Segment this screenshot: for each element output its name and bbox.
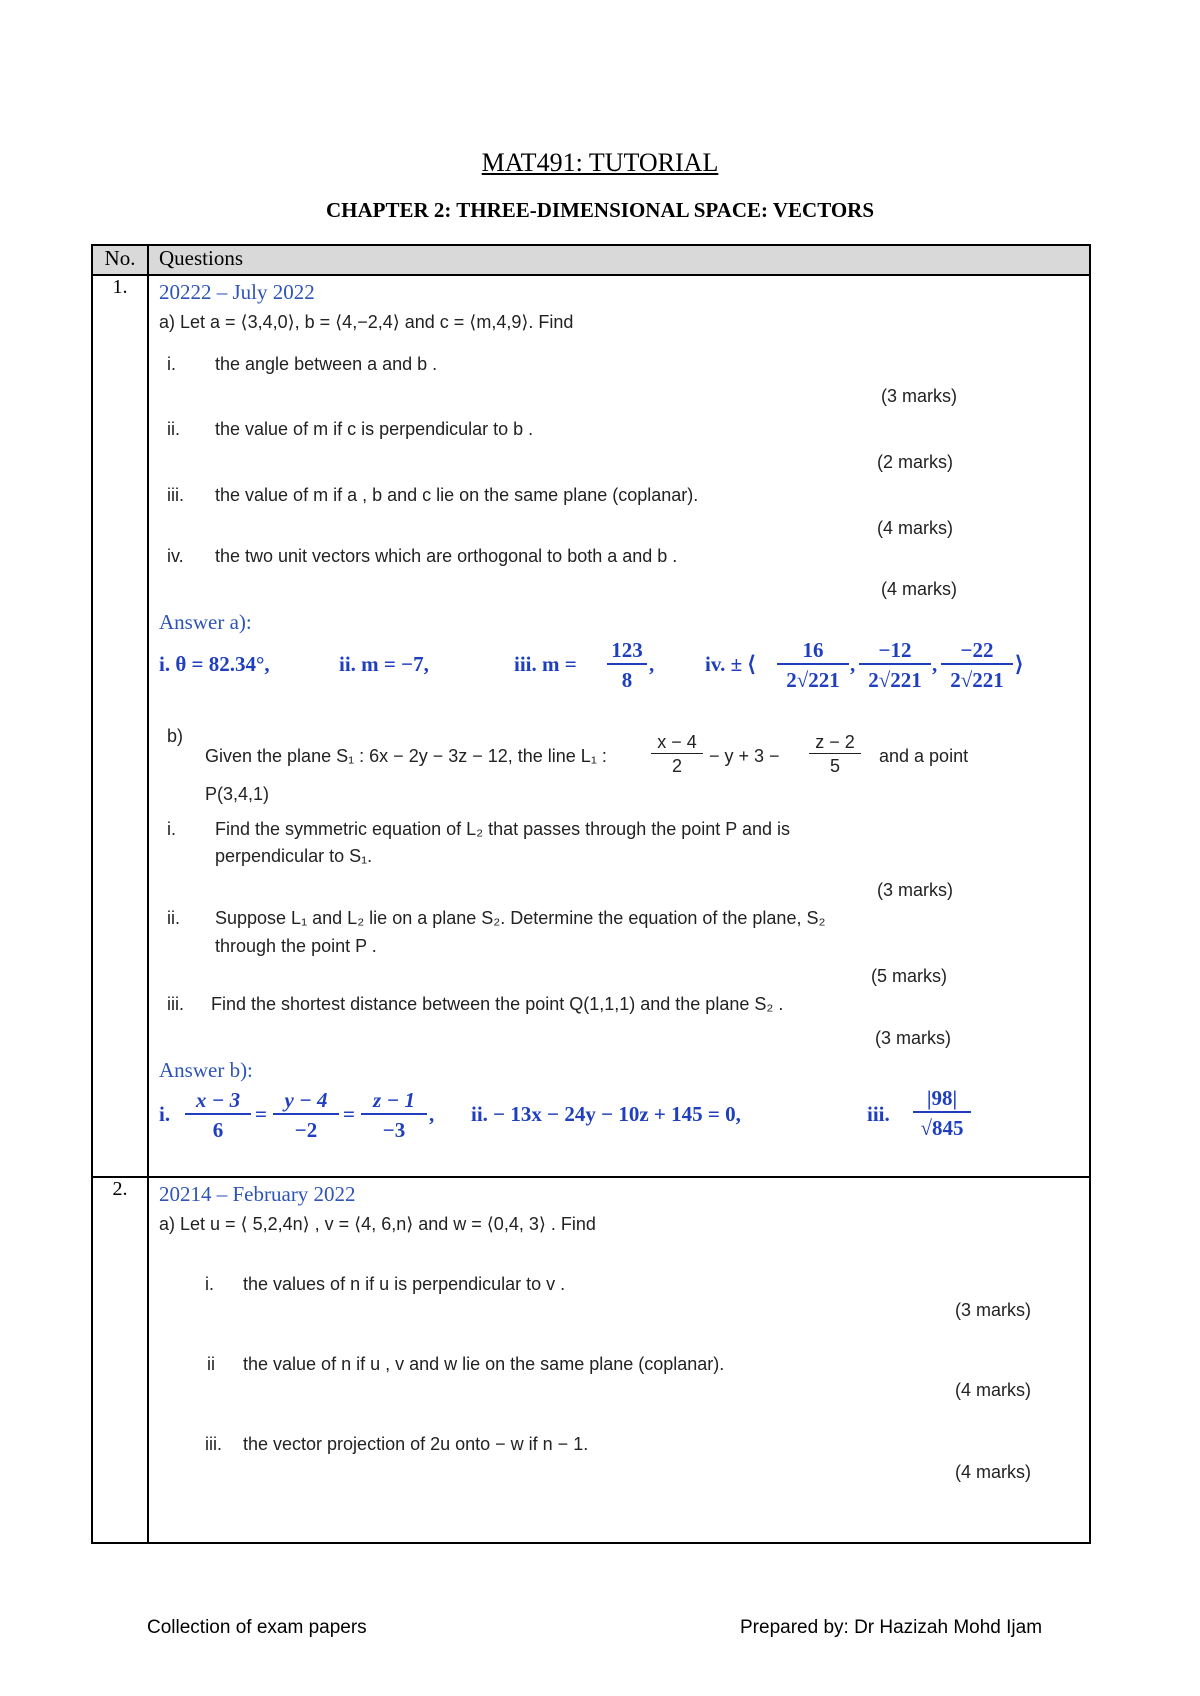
- column-header-no: No.: [92, 245, 148, 275]
- fraction-denominator: 2: [671, 756, 682, 776]
- chapter-title: CHAPTER 2: THREE-DIMENSIONAL SPACE: VECTORS: [325, 198, 875, 222]
- column-header-questions: Questions: [148, 245, 1090, 275]
- fraction-numerator: |98|: [913, 1086, 971, 1113]
- item-number: ii: [207, 1354, 215, 1374]
- marks-label: (4 marks): [881, 579, 957, 599]
- marks-label: (4 marks): [955, 1462, 1031, 1482]
- marks-label: (3 marks): [881, 386, 957, 406]
- marks-label: (3 marks): [875, 1028, 951, 1048]
- marks-label: (4 marks): [877, 518, 953, 538]
- item-number: ii.: [167, 419, 180, 439]
- item-number: ii.: [167, 908, 180, 928]
- point-p: P(3,4,1): [205, 784, 270, 804]
- table-header-row: [92, 245, 1090, 275]
- fraction-denominator: 6: [212, 1118, 224, 1142]
- item-number: iv.: [167, 546, 184, 566]
- fraction-denominator: 2√221: [786, 668, 840, 692]
- item-text: the value of m if a , b and c lie on the same plane (coplanar).: [215, 485, 699, 505]
- answer-b-iii: iii.: [867, 1102, 890, 1126]
- marks-label: (3 marks): [955, 1300, 1031, 1320]
- table-row: [92, 1177, 1090, 1543]
- question-number: 1.: [92, 275, 148, 1177]
- answer-b-label: Answer b):: [159, 1058, 253, 1082]
- answer-a-ii: ii. m = −7,: [339, 652, 429, 676]
- item-text: perpendicular to S₁.: [215, 846, 373, 866]
- item-number: i.: [167, 819, 176, 839]
- fraction-denominator: 2√221: [868, 668, 922, 692]
- item-text: Find the shortest distance between the point Q(1,1,1) and the plane S₂ .: [211, 994, 784, 1014]
- answer-a-iv: iv. ± ⟨: [705, 652, 756, 676]
- fraction-denominator: −3: [382, 1118, 406, 1142]
- session-label: 20222 – July 2022: [159, 280, 315, 304]
- fraction-numerator: y − 4: [273, 1088, 339, 1115]
- fraction-numerator: z − 2: [809, 732, 861, 754]
- comma: ,: [932, 652, 938, 676]
- question-number: 2.: [92, 1177, 148, 1543]
- part-a-intro: a) Let u = ⟨ 5,2,4n⟩ , v = ⟨4, 6,n⟩ and w = ⟨0,4, 3⟩ . Find: [159, 1214, 596, 1234]
- item-text: the value of n if u , v and w lie on the same plane (coplanar).: [243, 1354, 725, 1374]
- item-number: i.: [205, 1274, 214, 1294]
- equals-sign: =: [255, 1102, 267, 1126]
- item-text: Suppose L₁ and L₂ lie on a plane S₂. Determine the equation of the plane, S₂: [215, 908, 826, 928]
- answer-a-label: Answer a):: [159, 610, 252, 634]
- fraction-denominator: −2: [294, 1118, 318, 1142]
- fraction-denominator: √845: [920, 1116, 964, 1140]
- marks-label: (2 marks): [877, 452, 953, 472]
- item-text: the angle between a and b .: [215, 354, 438, 374]
- fraction-numerator: −22: [941, 638, 1013, 665]
- footer-left: Collection of exam papers: [147, 1617, 367, 1638]
- fraction-numerator: 16: [777, 638, 849, 665]
- session-label: 20214 – February 2022: [159, 1182, 356, 1206]
- fraction-numerator: x − 4: [651, 732, 703, 754]
- comma: ,: [649, 652, 655, 676]
- comma: ,: [850, 652, 856, 676]
- equals-sign: =: [343, 1102, 355, 1126]
- fraction-denominator: 2√221: [950, 668, 1004, 692]
- answer-a-i: i. θ = 82.34°,: [159, 652, 270, 676]
- comma: ,: [429, 1102, 435, 1126]
- question-cell: [148, 1177, 1090, 1543]
- fraction-denominator: 8: [621, 668, 633, 692]
- footer-right: Prepared by: Dr Hazizah Mohd Ijam: [740, 1617, 1043, 1638]
- marks-label: (5 marks): [871, 966, 947, 986]
- item-number: i.: [167, 354, 176, 374]
- part-a-intro: a) Let a = ⟨3,4,0⟩, b = ⟨4,−2,4⟩ and c = ⟨m,4,9⟩. Find: [159, 312, 574, 332]
- marks-label: (4 marks): [955, 1380, 1031, 1400]
- item-text: the two unit vectors which are orthogonal to both a and b .: [215, 546, 678, 566]
- questions-table: [91, 244, 1091, 1544]
- fraction-numerator: −12: [859, 638, 931, 665]
- answer-b-i: i.: [159, 1102, 171, 1126]
- item-number: iii.: [205, 1434, 222, 1454]
- answer-a-iii: iii. m =: [514, 652, 577, 676]
- part-b-given: Given the plane S₁ : 6x − 2y − 3z − 12, the line L₁ :: [205, 746, 607, 766]
- fraction-numerator: z − 1: [361, 1088, 427, 1115]
- item-text: the vector projection of 2u onto − w if n − 1.: [243, 1434, 589, 1454]
- item-number: iii.: [167, 485, 184, 505]
- item-number: iii.: [167, 994, 184, 1014]
- fraction-numerator: 123: [607, 638, 647, 665]
- document-title: MAT491: TUTORIAL: [481, 148, 719, 177]
- part-b-label: b): [167, 726, 184, 746]
- bracket-close: ⟩: [1015, 652, 1024, 676]
- fraction-numerator: x − 3: [185, 1088, 251, 1115]
- table-row: [92, 275, 1090, 1177]
- item-text: the values of n if u is perpendicular to v .: [243, 1274, 566, 1294]
- marks-label: (3 marks): [877, 880, 953, 900]
- item-text: Find the symmetric equation of L₂ that passes through the point P and is: [215, 819, 790, 839]
- answer-b-ii: ii. − 13x − 24y − 10z + 145 = 0,: [471, 1102, 741, 1126]
- item-text: through the point P .: [215, 936, 377, 956]
- question-cell: [148, 275, 1090, 1177]
- item-text: the value of m if c is perpendicular to b .: [215, 419, 534, 439]
- line-middle-term: − y + 3 −: [709, 746, 780, 766]
- fraction-denominator: 5: [829, 756, 840, 776]
- part-b-tail: and a point: [879, 746, 969, 766]
